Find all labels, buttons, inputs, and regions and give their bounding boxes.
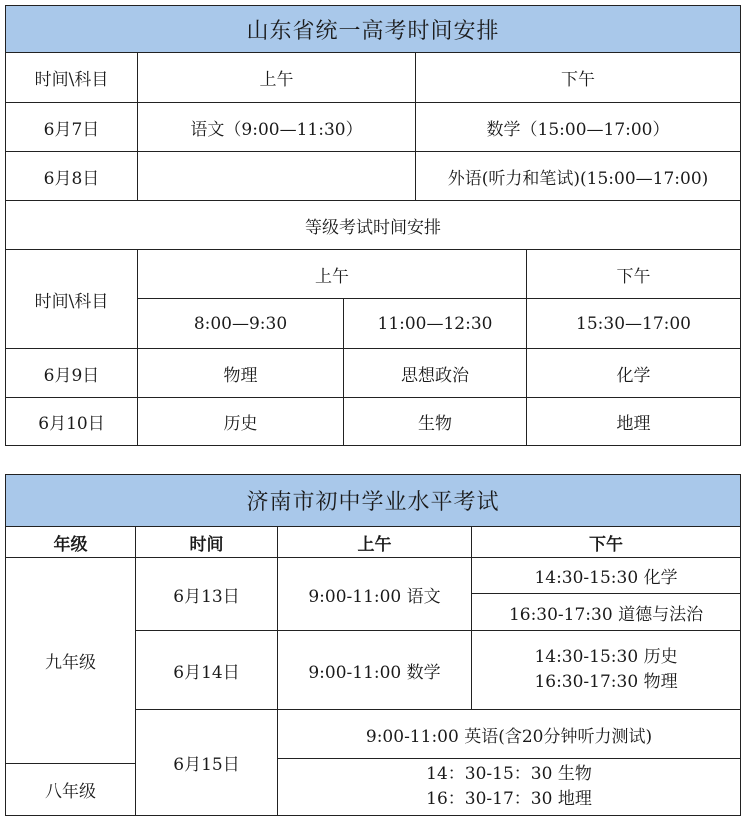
afternoon-exam-cell: 数学（15:00—17:00） [416,103,741,152]
date-cell: 6月14日 [136,631,278,710]
morning-exam-cell: 语文（9:00—11:30） [138,103,416,152]
date-cell: 6月13日 [136,558,278,631]
english-exam-cell: 9:00-11:00 英语(含20分钟听力测试) [278,710,741,759]
subject-cell: 思想政治 [344,349,527,398]
gaokao-title: 山东省统一高考时间安排 [6,6,741,53]
morning-exam-cell [138,152,416,201]
date-cell: 6月7日 [6,103,138,152]
grade-header: 年级 [6,527,136,558]
afternoon-header: 下午 [416,53,741,103]
grade-8-exam-line: 16：30-17：30 地理 [426,789,592,809]
afternoon-exam-cell: 16:30-17:30 道德与法治 [472,594,741,631]
jinan-title: 济南市初中学业水平考试 [6,475,741,527]
afternoon-exam-line: 14:30-15:30 历史 [534,647,678,667]
morning-header: 上午 [138,53,416,103]
grade-9-cell: 九年级 [6,558,136,764]
morning-exam-cell: 9:00-11:00 语文 [278,558,472,631]
subject-cell: 化学 [527,349,741,398]
date-cell: 6月15日 [136,710,278,816]
corner-header: 时间\科目 [6,53,138,103]
time-slot-cell: 15:30—17:00 [527,299,741,349]
subject-cell: 历史 [138,398,344,446]
jinan-schedule-table [5,474,741,816]
grade-8-cell: 八年级 [6,764,136,816]
morning-header: 上午 [278,527,472,558]
afternoon-exam-line: 16:30-17:30 物理 [534,672,678,692]
grade-8-exam-line: 14：30-15：30 生物 [426,764,592,784]
date-cell: 6月8日 [6,152,138,201]
subject-cell: 地理 [527,398,741,446]
time-header: 时间 [136,527,278,558]
gaokao-schedule-table [5,5,741,446]
morning-exam-cell: 9:00-11:00 数学 [278,631,472,710]
afternoon-exam-cell: 14:30-15:30 化学 [472,558,741,594]
level-exam-title: 等级考试时间安排 [6,201,741,250]
subject-cell: 物理 [138,349,344,398]
time-slot-cell: 11:00—12:30 [344,299,527,349]
afternoon-exam-cell: 外语(听力和笔试)(15:00—17:00) [416,152,741,201]
morning-header: 上午 [138,250,527,299]
date-cell: 6月9日 [6,349,138,398]
subject-cell: 生物 [344,398,527,446]
afternoon-exam-cell [472,631,741,710]
afternoon-header: 下午 [527,250,741,299]
date-cell: 6月10日 [6,398,138,446]
afternoon-header: 下午 [472,527,741,558]
corner-header: 时间\科目 [6,250,138,349]
time-slot-cell: 8:00—9:30 [138,299,344,349]
grade-8-exam-cell [278,759,741,816]
